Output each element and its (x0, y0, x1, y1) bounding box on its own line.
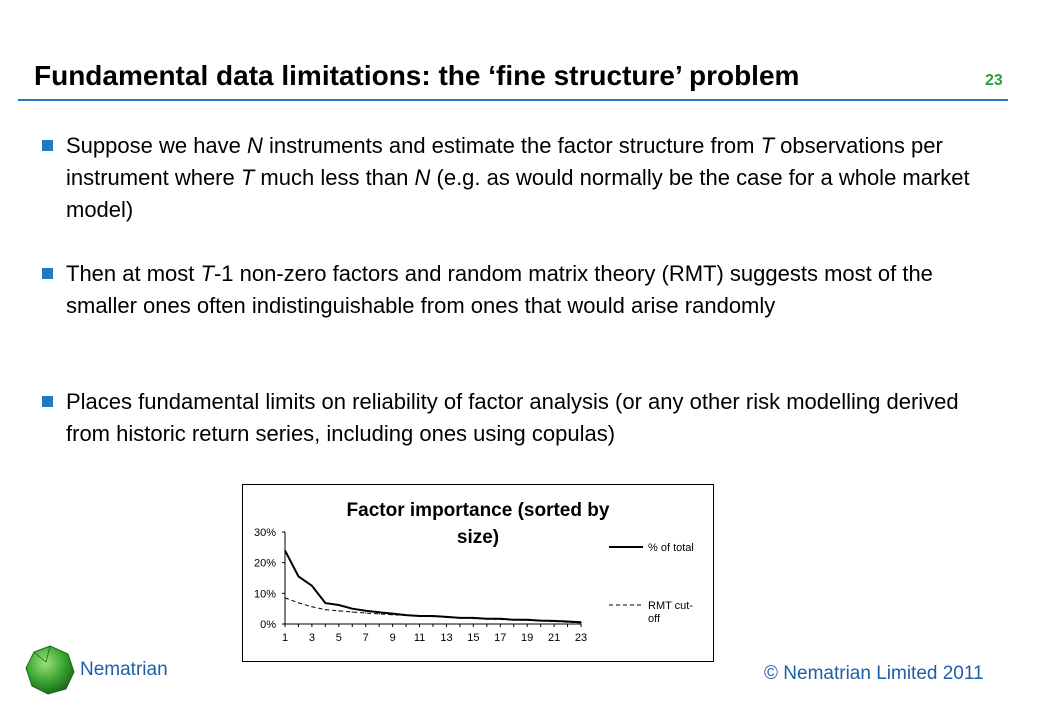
data-point-rmt-cutoff (325, 609, 326, 610)
bullet-item (34, 258, 994, 322)
data-point-total (338, 604, 339, 605)
data-point-total (284, 550, 285, 551)
data-point-rmt-cutoff (379, 613, 380, 614)
data-point-rmt-cutoff (513, 619, 514, 620)
page-number: 23 (985, 72, 1003, 89)
nematrian-logo-icon (24, 644, 76, 696)
slide-title: Fundamental data limitations: the ‘fine structure’ problem (34, 60, 800, 91)
y-tick-label: 10% (253, 588, 276, 601)
x-tick-label: 13 (440, 632, 453, 644)
bullet-item (34, 386, 994, 450)
chart-title-line-1: Factor importance (sorted by (346, 500, 610, 521)
data-point-rmt-cutoff (554, 621, 555, 622)
data-point-rmt-cutoff (500, 619, 501, 620)
bullet-text: Suppose we have N instruments and estimate the factor structure from T observations per instrument where T much less than N (e.g. as would normally be the case for a whole market model) (66, 133, 970, 222)
data-point-total (311, 585, 312, 586)
data-point-rmt-cutoff (567, 622, 568, 623)
data-point-total (325, 603, 326, 604)
data-point-rmt-cutoff (580, 622, 581, 623)
x-tick-label: 11 (413, 632, 426, 644)
x-tick-label: 3 (308, 632, 315, 644)
bullet-square-icon (42, 140, 53, 151)
data-point-rmt-cutoff (311, 606, 312, 607)
data-point-rmt-cutoff (419, 615, 420, 616)
data-point-rmt-cutoff (392, 614, 393, 615)
bullet-square-icon (42, 268, 53, 279)
chart-title-line-2: size) (456, 527, 500, 548)
x-tick-label: 15 (467, 632, 480, 644)
data-point-rmt-cutoff (540, 620, 541, 621)
legend-label-total: % of total (648, 542, 694, 554)
factor-chart (242, 484, 714, 662)
data-point-rmt-cutoff (352, 611, 353, 612)
legend-label-rmt-cutoff: RMT cut-off (648, 600, 694, 625)
logo-text: Nematrian (80, 659, 168, 680)
y-tick-label: 30% (253, 527, 276, 539)
bullet-item (34, 130, 994, 226)
chart-svg (243, 485, 713, 661)
x-tick-label: 19 (521, 632, 534, 644)
data-point-rmt-cutoff (446, 617, 447, 618)
data-point-total (379, 612, 380, 613)
data-point-rmt-cutoff (527, 620, 528, 621)
x-tick-label: 17 (494, 632, 507, 644)
data-point-total (298, 576, 299, 577)
bullet-square-icon (42, 396, 53, 407)
x-tick-label: 23 (574, 632, 588, 644)
data-point-rmt-cutoff (486, 619, 487, 620)
y-tick-label: 0% (260, 619, 276, 631)
x-tick-label: 7 (362, 632, 369, 644)
data-point-rmt-cutoff (298, 602, 299, 603)
data-point-rmt-cutoff (406, 615, 407, 616)
series-line-total (285, 550, 581, 622)
y-tick-label: 20% (253, 557, 276, 570)
x-tick-label: 5 (335, 632, 342, 644)
title-divider (18, 99, 1008, 101)
data-point-rmt-cutoff (365, 612, 366, 613)
data-point-rmt-cutoff (284, 597, 285, 598)
data-point-total (352, 608, 353, 609)
data-point-rmt-cutoff (432, 616, 433, 617)
x-tick-label: 9 (389, 632, 396, 644)
data-point-rmt-cutoff (473, 618, 474, 619)
data-point-rmt-cutoff (459, 617, 460, 618)
bullet-text: Places fundamental limits on reliability of factor analysis (or any other risk modelling derived from historic return series, including ones using copulas) (66, 389, 959, 446)
x-tick-label: 21 (547, 632, 561, 644)
data-point-total (392, 613, 393, 614)
bullet-text: Then at most T-1 non-zero factors and random matrix theory (RMT) suggests most of the smaller ones often indistinguishable from ones that would arise randomly (66, 261, 933, 318)
copyright-text: © Nematrian Limited 2011 (764, 663, 984, 684)
series-line-rmt-cutoff (285, 598, 581, 623)
data-point-rmt-cutoff (338, 610, 339, 611)
x-tick-label: 1 (281, 632, 289, 644)
data-point-total (365, 610, 366, 611)
